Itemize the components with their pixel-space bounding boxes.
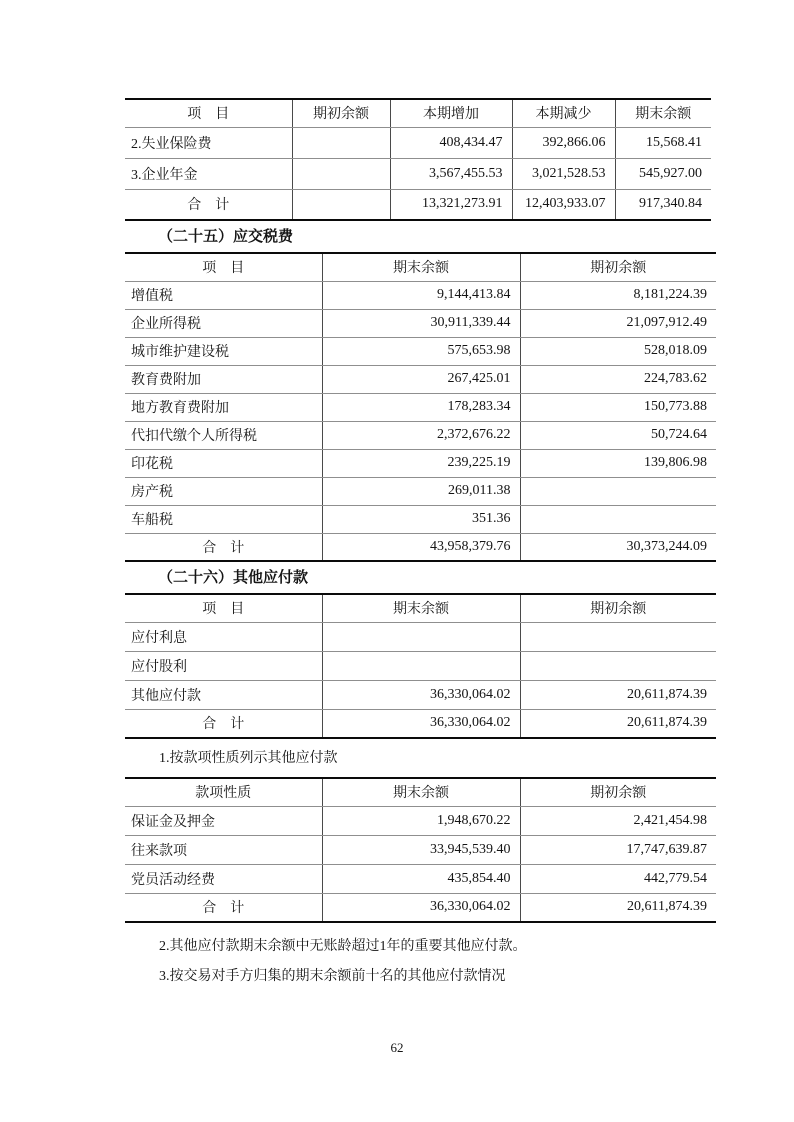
value-cell: 178,283.34 xyxy=(322,393,520,421)
item-cell: 应付股利 xyxy=(125,651,322,680)
table-header-row xyxy=(125,99,711,127)
value-cell: 15,568.41 xyxy=(615,127,711,158)
item-cell: 代扣代缴个人所得税 xyxy=(125,421,322,449)
table-row xyxy=(125,393,716,421)
section-25-title: （二十五）应交税费 xyxy=(158,229,294,245)
value-cell xyxy=(520,651,716,680)
value-cell: 351.36 xyxy=(322,505,520,533)
column-header: 期末余额 xyxy=(322,594,520,622)
table-row xyxy=(125,533,716,561)
value-cell: 545,927.00 xyxy=(615,158,711,189)
page-content xyxy=(125,98,716,986)
column-header: 款项性质 xyxy=(125,778,322,806)
value-cell: 224,783.62 xyxy=(520,365,716,393)
table-header-row xyxy=(125,253,716,281)
table-row xyxy=(125,158,711,189)
column-header: 项 目 xyxy=(125,99,292,127)
table-row xyxy=(125,281,716,309)
value-cell: 12,403,933.07 xyxy=(512,189,615,220)
table-row xyxy=(125,477,716,505)
other-payables-table xyxy=(125,593,716,739)
note-top-ten-counterparties: 3.按交易对手方归集的期末余额前十名的其他应付款情况 xyxy=(159,969,506,984)
item-cell: 2.失业保险费 xyxy=(125,127,292,158)
value-cell: 36,330,064.02 xyxy=(322,709,520,738)
value-cell: 17,747,639.87 xyxy=(520,835,716,864)
value-cell xyxy=(322,651,520,680)
note-payables-by-nature: 1.按款项性质列示其他应付款 xyxy=(159,751,338,766)
item-cell: 3.企业年金 xyxy=(125,158,292,189)
social-insurance-continuation-table xyxy=(125,98,711,221)
item-cell: 车船税 xyxy=(125,505,322,533)
value-cell xyxy=(322,622,520,651)
value-cell: 392,866.06 xyxy=(512,127,615,158)
table-row xyxy=(125,505,716,533)
item-cell: 保证金及押金 xyxy=(125,806,322,835)
column-header: 期初余额 xyxy=(292,99,390,127)
item-cell: 其他应付款 xyxy=(125,680,322,709)
column-header: 本期增加 xyxy=(390,99,512,127)
value-cell: 575,653.98 xyxy=(322,337,520,365)
value-cell: 30,911,339.44 xyxy=(322,309,520,337)
value-cell: 3,567,455.53 xyxy=(390,158,512,189)
item-cell: 印花税 xyxy=(125,449,322,477)
value-cell: 139,806.98 xyxy=(520,449,716,477)
page-number: 62 xyxy=(390,1040,404,1055)
payables-by-nature-table xyxy=(125,777,716,923)
value-cell: 442,779.54 xyxy=(520,864,716,893)
column-header: 本期减少 xyxy=(512,99,615,127)
value-cell xyxy=(292,127,390,158)
value-cell: 917,340.84 xyxy=(615,189,711,220)
table-row xyxy=(125,309,716,337)
column-header: 期末余额 xyxy=(615,99,711,127)
table-row xyxy=(125,421,716,449)
value-cell xyxy=(520,477,716,505)
value-cell: 3,021,528.53 xyxy=(512,158,615,189)
table-row xyxy=(125,893,716,922)
item-cell: 增值税 xyxy=(125,281,322,309)
table-header-row xyxy=(125,778,716,806)
note-aging-statement: 2.其他应付款期末余额中无账龄超过1年的重要其他应付款。 xyxy=(159,939,527,954)
table-row xyxy=(125,337,716,365)
value-cell: 33,945,539.40 xyxy=(322,835,520,864)
table-row xyxy=(125,189,711,220)
item-cell: 应付利息 xyxy=(125,622,322,651)
total-label-cell: 合 计 xyxy=(202,901,245,917)
value-cell: 150,773.88 xyxy=(520,393,716,421)
table-row xyxy=(125,835,716,864)
value-cell: 8,181,224.39 xyxy=(520,281,716,309)
value-cell: 36,330,064.02 xyxy=(322,680,520,709)
value-cell: 50,724.64 xyxy=(520,421,716,449)
item-cell: 教育费附加 xyxy=(125,365,322,393)
value-cell: 30,373,244.09 xyxy=(520,533,716,561)
value-cell: 239,225.19 xyxy=(322,449,520,477)
column-header: 期初余额 xyxy=(520,778,716,806)
value-cell: 1,948,670.22 xyxy=(322,806,520,835)
column-header: 项 目 xyxy=(125,594,322,622)
value-cell: 20,611,874.39 xyxy=(520,680,716,709)
value-cell xyxy=(520,505,716,533)
section-26-title: （二十六）其他应付款 xyxy=(158,570,309,586)
value-cell: 435,854.40 xyxy=(322,864,520,893)
value-cell: 267,425.01 xyxy=(322,365,520,393)
table-row xyxy=(125,651,716,680)
value-cell: 13,321,273.91 xyxy=(390,189,512,220)
value-cell: 20,611,874.39 xyxy=(520,893,716,922)
column-header: 期末余额 xyxy=(322,253,520,281)
table-row xyxy=(125,365,716,393)
item-cell: 企业所得税 xyxy=(125,309,322,337)
table-row xyxy=(125,127,711,158)
value-cell: 2,421,454.98 xyxy=(520,806,716,835)
value-cell: 9,144,413.84 xyxy=(322,281,520,309)
value-cell: 43,958,379.76 xyxy=(322,533,520,561)
value-cell xyxy=(292,189,390,220)
table-row xyxy=(125,709,716,738)
item-cell: 地方教育费附加 xyxy=(125,393,322,421)
total-label-cell: 合 计 xyxy=(187,198,230,214)
table-row xyxy=(125,864,716,893)
value-cell: 20,611,874.39 xyxy=(520,709,716,738)
item-cell: 往来款项 xyxy=(125,835,322,864)
value-cell: 408,434.47 xyxy=(390,127,512,158)
item-cell: 城市维护建设税 xyxy=(125,337,322,365)
value-cell xyxy=(520,622,716,651)
value-cell: 2,372,676.22 xyxy=(322,421,520,449)
item-cell: 党员活动经费 xyxy=(125,864,322,893)
column-header: 期初余额 xyxy=(520,594,716,622)
table-row xyxy=(125,622,716,651)
table-header-row xyxy=(125,594,716,622)
value-cell: 528,018.09 xyxy=(520,337,716,365)
table-row xyxy=(125,806,716,835)
total-label-cell: 合 计 xyxy=(202,717,245,733)
value-cell: 269,011.38 xyxy=(322,477,520,505)
value-cell xyxy=(292,158,390,189)
column-header: 期末余额 xyxy=(322,778,520,806)
item-cell: 房产税 xyxy=(125,477,322,505)
taxes-payable-table xyxy=(125,252,716,562)
total-label-cell: 合 计 xyxy=(202,540,245,556)
column-header: 期初余额 xyxy=(520,253,716,281)
table-row xyxy=(125,449,716,477)
value-cell: 36,330,064.02 xyxy=(322,893,520,922)
value-cell: 21,097,912.49 xyxy=(520,309,716,337)
table-row xyxy=(125,680,716,709)
column-header: 项 目 xyxy=(125,253,322,281)
